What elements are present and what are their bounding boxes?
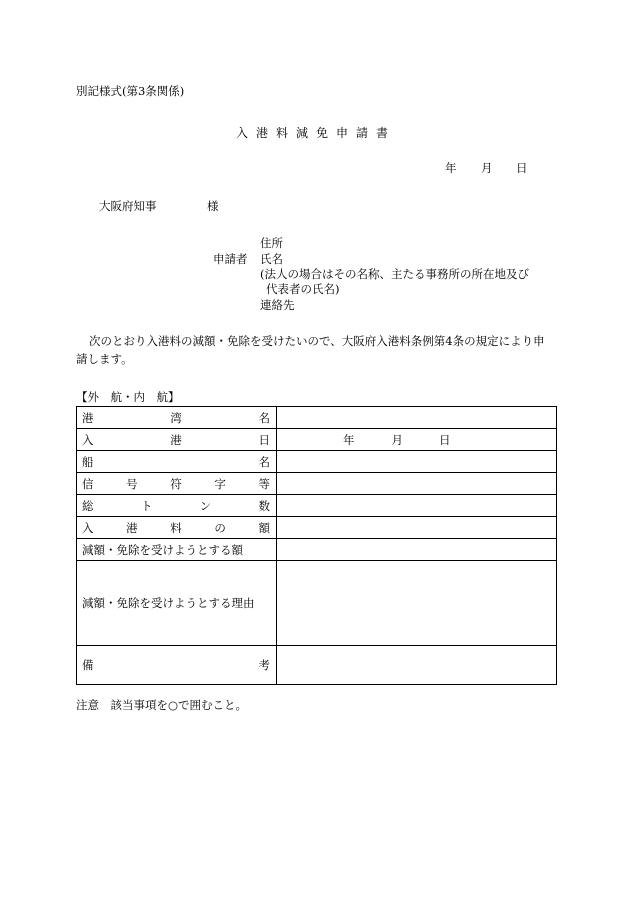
name-label: 氏名 (260, 252, 283, 266)
label-port-name: 港 湾 名 (82, 410, 270, 425)
section-heading: 【外 航・内 航】 (76, 390, 180, 404)
applicant-label: 申請者 (213, 252, 248, 266)
row-signal-letters (77, 473, 557, 495)
reduction-reason-field[interactable] (277, 561, 557, 646)
row-reduction-reason (77, 561, 557, 646)
label-entry-date: 入 港 日 (82, 432, 270, 447)
body-line-2: 請します。 (76, 352, 133, 366)
label-remarks: 備 考 (82, 658, 270, 672)
application-table (76, 406, 557, 685)
date-day-label: 日 (516, 161, 528, 175)
row-reduction-amount (77, 539, 557, 561)
date-year-label: 年 (445, 161, 457, 175)
port-fee-field[interactable] (277, 517, 557, 539)
body-line-1: 次のとおり入港料の減額・免除を受けたいので、大阪府入港料条例第4条の規定により申 (89, 334, 545, 348)
port-name-field[interactable] (277, 407, 557, 429)
footnote: 注意 該当事項を○で囲むこと。 (76, 698, 248, 712)
row-remarks (77, 646, 557, 685)
reduction-amount-field[interactable] (277, 539, 557, 561)
entry-date-field[interactable] (277, 429, 557, 451)
corporate-note-line2: 代表者の氏名) (266, 282, 340, 296)
document-title: 入港料減免申請書 (236, 126, 397, 140)
entry-date-year: 年 (343, 432, 355, 447)
row-port-fee (77, 517, 557, 539)
row-ship-name (77, 451, 557, 473)
label-signal-letters: 信 号 符 字 等 (82, 476, 270, 491)
label-reduction-reason: 減額・免除を受けようとする理由 (77, 561, 277, 646)
row-gross-tonnage (77, 495, 557, 517)
form-reference: 別記様式(第3条関係) (76, 84, 185, 98)
gross-tonnage-field[interactable] (277, 495, 557, 517)
entry-date-month: 月 (391, 432, 403, 447)
addressee-honorific: 様 (207, 199, 219, 213)
row-port-name (77, 407, 557, 429)
entry-date-day: 日 (439, 432, 451, 447)
label-ship-name: 船 名 (82, 454, 270, 469)
remarks-field[interactable] (277, 646, 557, 685)
corporate-note-line1: (法人の場合はその名称、主たる事務所の所在地及び (260, 267, 529, 281)
contact-label: 連絡先 (260, 298, 295, 312)
row-entry-date (77, 429, 557, 451)
label-gross-tonnage: 総 ト ン 数 (82, 498, 270, 513)
label-reduction-amount: 減額・免除を受けようとする額 (77, 539, 277, 561)
signal-letters-field[interactable] (277, 473, 557, 495)
date-month-label: 月 (481, 161, 493, 175)
label-port-fee: 入 港 料 の 額 (82, 520, 270, 535)
addressee-name: 大阪府知事 (99, 199, 157, 213)
ship-name-field[interactable] (277, 451, 557, 473)
address-label: 住所 (260, 236, 283, 250)
